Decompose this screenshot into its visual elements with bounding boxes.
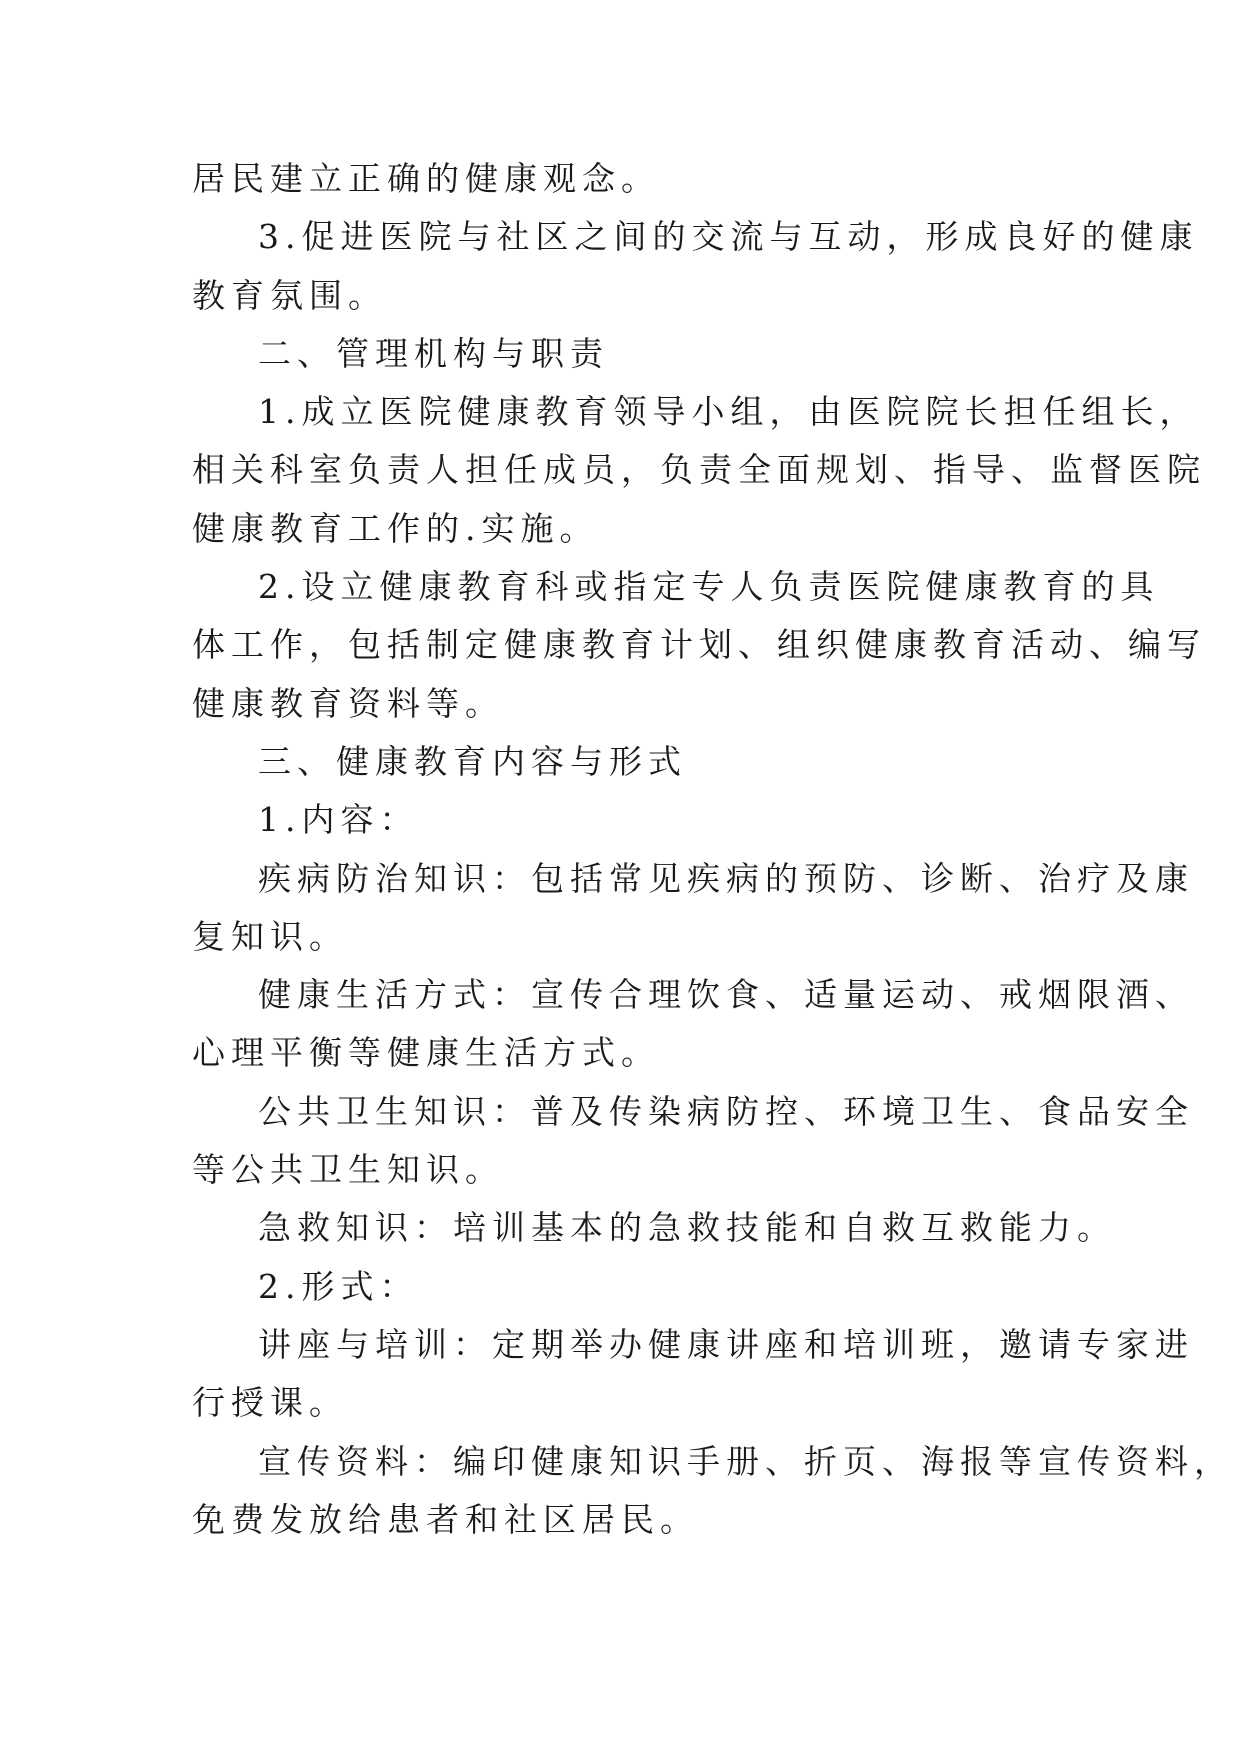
text-line: 复知识。: [192, 916, 348, 956]
text-line: 居民建立正确的健康观念。: [192, 159, 660, 198]
text-line: 等公共卫生知识。: [192, 1150, 504, 1190]
section-heading: 二、管理机构与职责: [258, 333, 609, 373]
text-line: 健康生活方式：宣传合理饮食、适量运动、戒烟限酒、: [258, 975, 1194, 1015]
text-line: 急救知识：培训基本的急救技能和自救互救能力。: [258, 1208, 1116, 1248]
subsection-heading: 2.形式：: [258, 1266, 419, 1306]
text-line: 心理平衡等健康生活方式。: [192, 1033, 660, 1073]
text-line: 体工作，包括制定健康教育计划、组织健康教育活动、编写: [192, 625, 1206, 665]
text-line: 公共卫生知识：普及传染病防控、环境卫生、食品安全: [258, 1091, 1194, 1131]
text-line: 疾病防治知识：包括常见疾病的预防、诊断、治疗及康: [258, 858, 1194, 898]
text-line: 相关科室负责人担任成员，负责全面规划、指导、监督医院: [192, 450, 1206, 490]
text-line: 3.促进医院与社区之间的交流与互动，形成良好的健康: [258, 217, 1199, 257]
text-line: 行授课。: [192, 1383, 348, 1423]
text-line: 健康教育工作的.实施。: [192, 508, 599, 548]
subsection-heading: 1.内容：: [258, 800, 419, 840]
text-line: 免费发放给患者和社区居民。: [192, 1499, 699, 1539]
text-line: 2.设立健康教育科或指定专人负责医院健康教育的具: [258, 567, 1160, 607]
text-line: 健康教育资料等。: [192, 683, 504, 723]
text-line: 教育氛围。: [192, 275, 387, 315]
text-line: 宣传资料：编印健康知识手册、折页、海报等宣传资料，: [258, 1441, 1233, 1481]
section-heading: 三、健康教育内容与形式: [258, 741, 687, 781]
document-body: [192, 150, 1233, 1549]
text-line: 1.成立医院健康教育领导小组，由医院院长担任组长，: [258, 392, 1199, 432]
text-line: 讲座与培训：定期举办健康讲座和培训班，邀请专家进: [258, 1324, 1194, 1364]
